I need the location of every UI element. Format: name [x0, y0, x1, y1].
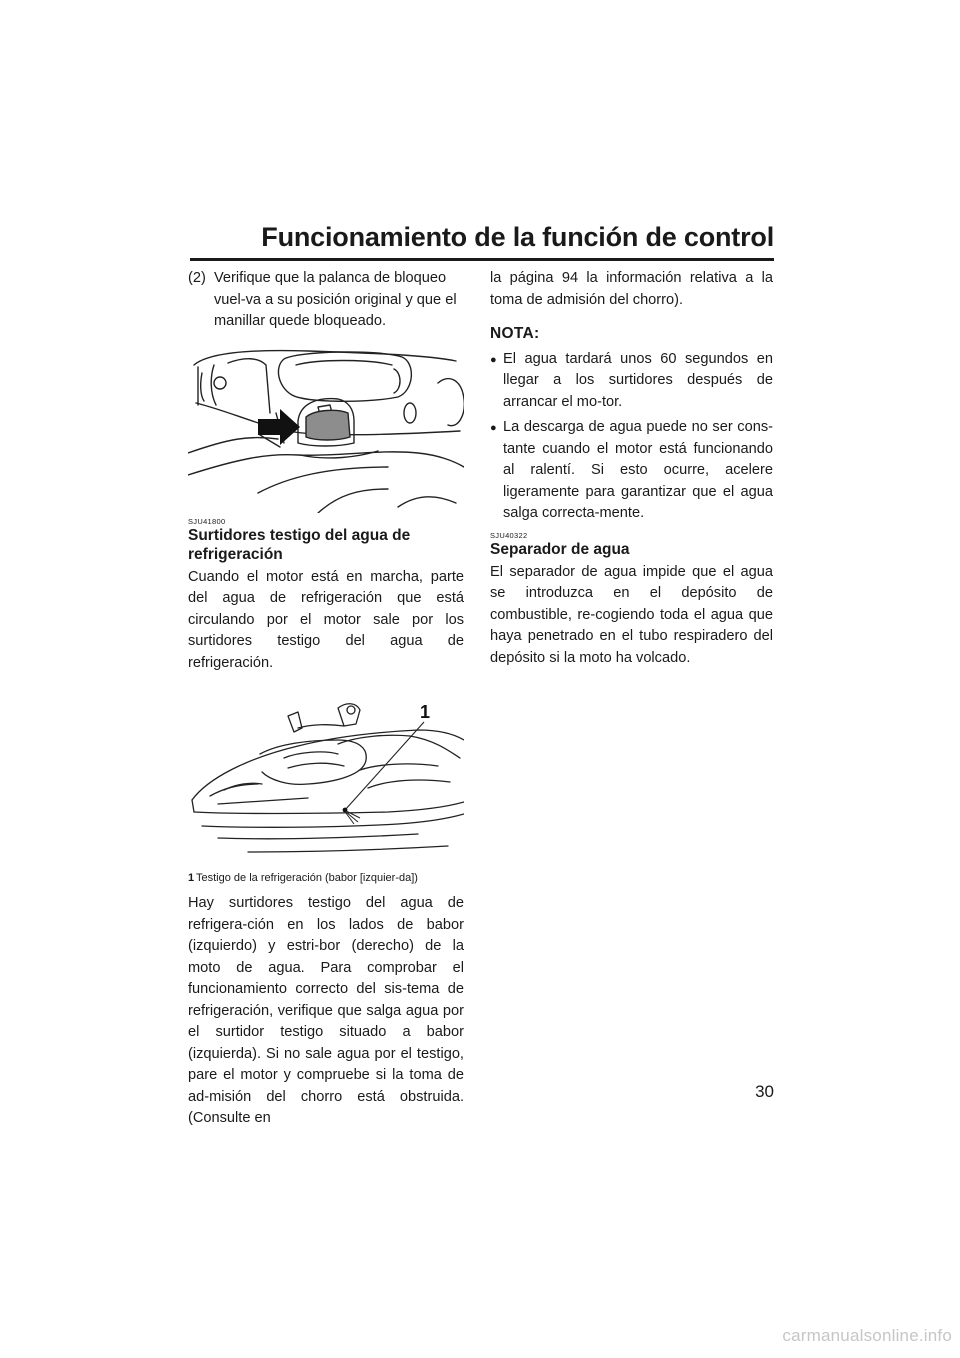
figure-watercraft [188, 688, 464, 868]
nota-item [490, 349, 773, 414]
handlebar-illustration [188, 343, 464, 513]
section-title-separator: Separador de agua [490, 540, 630, 558]
nota-item [490, 417, 773, 525]
caption-number: 1 [188, 872, 195, 884]
paragraph-continuation: la página 94 la información relativa a la toma de admisión del chorro). [490, 270, 773, 308]
figure-caption [188, 872, 464, 885]
paragraph: El separador de agua impide que el agua se introduzca en el depósito de combustible, re-cogiendo toda el agua que haya penetrado en el tubo respiradero del depósito si la moto ha volcado. [490, 563, 773, 666]
section-code: SJU40322 [490, 530, 528, 540]
nota-item-text: El agua tardará unos 60 segundos en llegar a los surtidores después de arrancar el mo-tor. [503, 350, 773, 410]
header-rule [190, 258, 774, 261]
watercraft-illustration [188, 688, 464, 868]
watermark: carmanualsonline.info [782, 1326, 952, 1345]
section-code: SJU41800 [188, 516, 226, 526]
bullet-icon: ● [490, 422, 497, 434]
figure-handlebar-lock [188, 343, 464, 513]
page-title: Funcionamiento de la función de control [261, 222, 774, 252]
step-text: Verifique que la palanca de bloqueo vuel-va a su posición original y que el manillar quede bloqueado. [214, 270, 457, 329]
right-column [490, 268, 773, 669]
section-title-cooling: Surtidores testigo del agua de refrigeración [188, 526, 411, 563]
paragraph: Cuando el motor está en marcha, parte del agua de refrigeración que está circulando por el motor sale por los surtidores testigo del agua de refrigeración. [188, 568, 464, 671]
paragraph: Hay surtidores testigo del agua de refrigera-ción en los lados de babor (izquierdo) y estri-bor (derecho) de la moto de agua. Para comprobar el funcionamiento correcto del sis-tema de refrigeración, verifique que salga agua por el surtidor testigo situado a babor (izquierda). Si no sale agua por el testigo, pare el motor y compruebe si la toma de ad-misión del chorro está obstruida. (Consulte en [188, 895, 464, 1126]
caption-text: Testigo de la refrigeración (babor [izquier-da]) [196, 872, 418, 884]
bullet-icon: ● [490, 353, 497, 366]
nota-title: NOTA: [490, 325, 540, 342]
step-number: (2) [188, 270, 206, 286]
step-2 [188, 268, 464, 333]
page-number: 30 [755, 1082, 774, 1101]
left-column [188, 268, 464, 1130]
nota-item-text: La descarga de agua puede no ser cons-tante cuando el motor está funcionando al ralentí. Si esto ocurre, acelere ligeramente para garantizar que el agua salga correcta-mente. [503, 419, 773, 521]
figure-callout-label: 1 [420, 702, 431, 722]
